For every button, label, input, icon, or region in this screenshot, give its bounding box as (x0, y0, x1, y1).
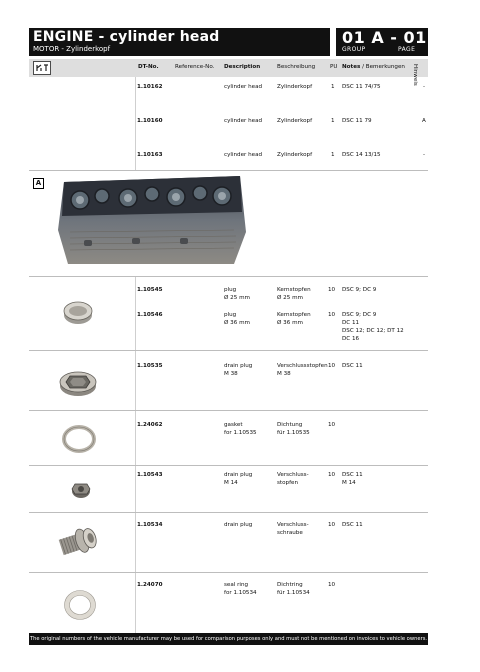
col-bemerkungen: / Bemerkungen (362, 64, 405, 70)
dt-number: 1.10163 (137, 152, 163, 158)
header-code-bar (336, 28, 428, 56)
hinweis-flag: A (422, 118, 426, 124)
row-divider (29, 572, 428, 573)
pack-unit: 1 (331, 152, 335, 158)
col-reference-no: Reference-No. (175, 64, 215, 70)
dt-number: 1.10160 (137, 118, 163, 124)
pack-unit: 10 (328, 363, 336, 369)
beschreibung: Zylinderkopf (277, 152, 313, 158)
page-title: ENGINE - cylinder head (33, 29, 220, 45)
description: drain plug (224, 522, 253, 528)
beschreibung: Verschlussstopfen M 38 (277, 363, 328, 377)
dt-number: 1.24070 (137, 582, 163, 588)
notes: DSC 9; DC 9 (342, 287, 377, 293)
beschreibung: Zylinderkopf (277, 84, 313, 90)
col-description: Description (224, 64, 261, 70)
page-label: PAGE (398, 46, 416, 53)
notes: DSC 11 (342, 363, 363, 369)
dt-number: 1.10543 (137, 472, 163, 478)
description: drain plug M 14 (224, 472, 253, 486)
beschreibung: Dichtring für 1.10534 (277, 582, 310, 596)
pack-unit: 1 (331, 118, 335, 124)
notes: DSC 14 13/15 (342, 152, 381, 158)
figure-label: A (33, 178, 44, 189)
beschreibung: Verschluss- stopfen (277, 472, 309, 486)
pack-unit: 10 (328, 287, 336, 293)
col-hinweis: Hinweis (412, 64, 418, 86)
dt-number: 1.10545 (137, 287, 163, 293)
drain-plug-m14-image (70, 478, 92, 500)
pack-unit: 10 (328, 472, 336, 478)
drain-plug-m38-image (58, 362, 98, 398)
row-divider (29, 465, 428, 466)
beschreibung: Kernstopfen Ø 36 mm (277, 312, 311, 326)
row-divider (29, 170, 428, 171)
col-pu: PU (330, 64, 338, 70)
description: cylinder head (224, 118, 263, 124)
beschreibung: Kernstopfen Ø 25 mm (277, 287, 311, 301)
col-notes: Notes (342, 64, 361, 70)
description: drain plug M 38 (224, 363, 253, 377)
notes: DSC 11 79 (342, 118, 372, 124)
header-title-bar (29, 28, 330, 56)
hinweis-flag: - (423, 84, 426, 90)
dt-number: 1.10546 (137, 312, 163, 318)
gasket-image (62, 424, 96, 454)
beschreibung: Verschluss- schraube (277, 522, 309, 536)
description: plug Ø 36 mm (224, 312, 250, 326)
pack-unit: 1 (331, 84, 335, 90)
dt-number: 1.10534 (137, 522, 163, 528)
dt-number: 1.10535 (137, 363, 163, 369)
hinweis-flag: - (423, 152, 426, 158)
row-divider (29, 276, 428, 277)
group-label: GROUP (342, 46, 366, 53)
dt-number: 1.10162 (137, 84, 163, 90)
col-beschreibung: Beschreibung (277, 64, 316, 70)
dt-logo-icon (33, 61, 51, 75)
column-divider (135, 77, 136, 170)
pack-unit: 10 (328, 582, 336, 588)
description: gasket for 1.10535 (224, 422, 257, 436)
group-page-code: 01 A - 01 (342, 28, 427, 47)
description: cylinder head (224, 84, 263, 90)
footer-disclaimer: The original numbers of the vehicle manufacturer may be used for comparison purposes only and must not be mentioned on invoices to vehicle owners. (29, 633, 428, 645)
row-divider (29, 350, 428, 351)
drain-screw-image (56, 522, 100, 560)
pack-unit: 10 (328, 312, 336, 318)
row-divider (29, 512, 428, 513)
notes: DSC 9; DC 9 DC 11 DSC 12; DC 12; DT 12 DC 16 (342, 312, 404, 342)
dt-number: 1.24062 (137, 422, 163, 428)
cylinder-head-image (56, 172, 248, 268)
plug-image (62, 299, 94, 327)
pack-unit: 10 (328, 422, 336, 428)
beschreibung: Zylinderkopf (277, 118, 313, 124)
seal-ring-image (64, 590, 96, 620)
beschreibung: Dichtung für 1.10535 (277, 422, 310, 436)
description: seal ring for 1.10534 (224, 582, 257, 596)
description: cylinder head (224, 152, 263, 158)
column-divider (135, 276, 136, 633)
pack-unit: 10 (328, 522, 336, 528)
col-dt-no: DT-No. (138, 64, 159, 70)
notes: DSC 11 74/75 (342, 84, 381, 90)
page-subtitle: MOTOR - Zylinderkopf (33, 45, 111, 53)
notes: DSC 11 (342, 522, 363, 528)
row-divider (29, 410, 428, 411)
description: plug Ø 25 mm (224, 287, 250, 301)
notes: DSC 11 M 14 (342, 472, 363, 486)
column-header (29, 59, 428, 86)
